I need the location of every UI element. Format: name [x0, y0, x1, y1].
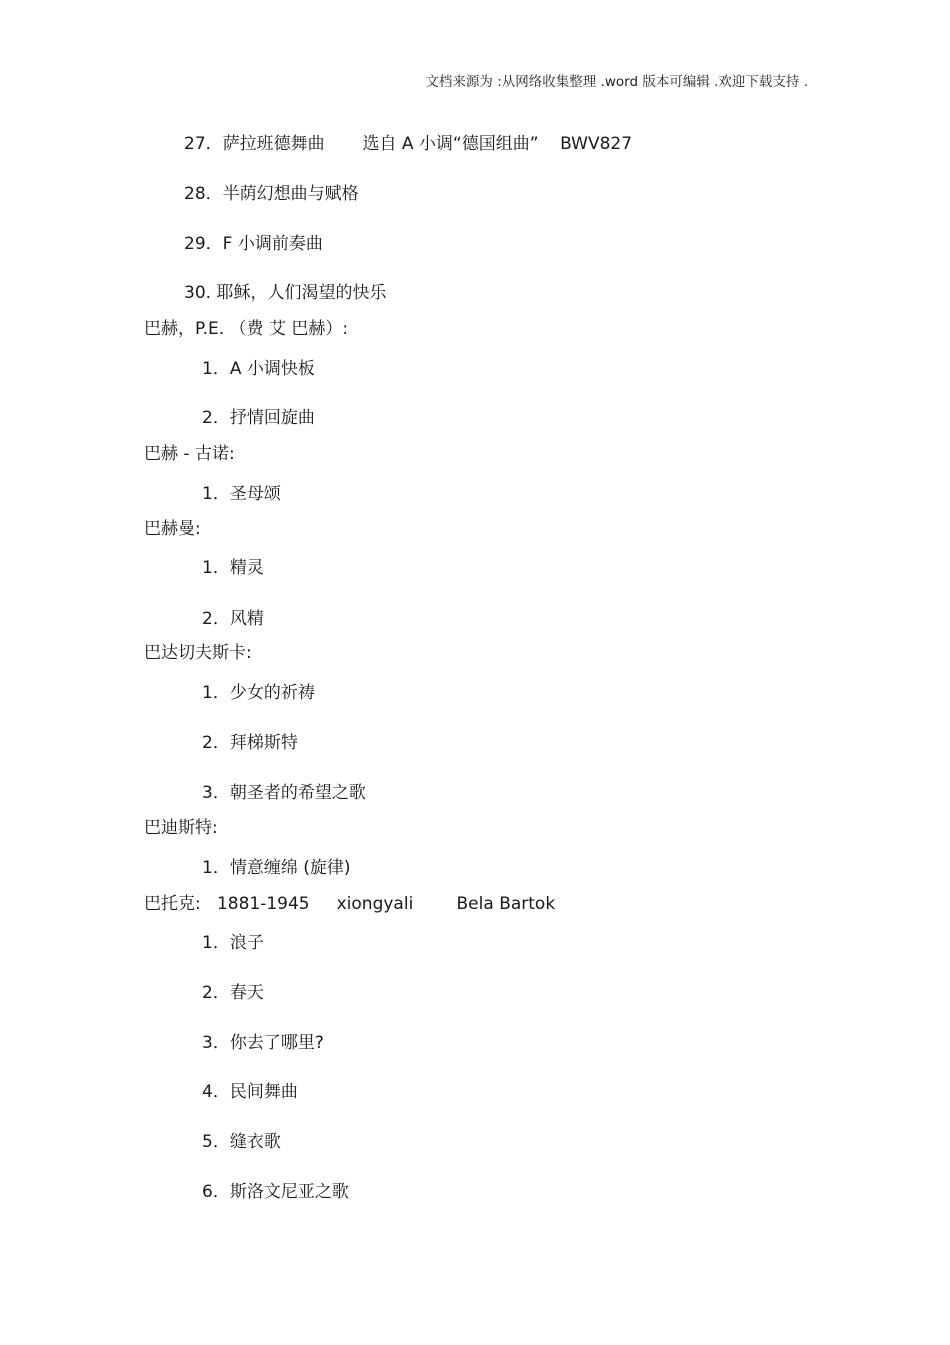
page-header-source-note: 文档来源为 :从网络收集整理 .word 版本可编辑 .欢迎下载支持 .	[425, 74, 808, 90]
composer-heading-bach-gounod: 巴赫 - 古诺:	[144, 444, 235, 464]
work-item: 5．缝衣歌	[202, 1132, 281, 1152]
composer-heading-bachmann: 巴赫曼:	[144, 519, 201, 539]
work-item: 2．风精	[202, 609, 264, 629]
work-item: 6．斯洛文尼亚之歌	[202, 1182, 349, 1202]
composer-heading-bartok: 巴托克: 1881-1945 xiongyali Bela Bartok	[144, 894, 556, 914]
work-item: 3．朝圣者的希望之歌	[202, 783, 366, 803]
work-item: 2．拜梯斯特	[202, 733, 298, 753]
work-item: 4．民间舞曲	[202, 1082, 298, 1102]
composer-heading-bach-pe: 巴赫，P.E. （费 艾 巴赫）:	[144, 319, 349, 339]
composer-heading-badarzewska: 巴达切夫斯卡:	[144, 643, 252, 663]
work-item: 1．精灵	[202, 558, 264, 578]
work-item: 1．少女的祈祷	[202, 683, 315, 703]
work-item: 1．情意缠绵 (旋律)	[202, 858, 351, 878]
work-item: 2．抒情回旋曲	[202, 408, 315, 428]
work-item: 1．A 小调快板	[202, 359, 315, 379]
work-item: 2．春天	[202, 983, 264, 1003]
list-item-29: 29．F 小调前奏曲	[184, 234, 323, 254]
work-item: 1．圣母颂	[202, 484, 281, 504]
composer-heading-badisite: 巴迪斯特:	[144, 818, 218, 838]
work-item: 1．浪子	[202, 933, 264, 953]
list-item-27: 27．萨拉班德舞曲 选自 A 小调“德国组曲” BWV827	[184, 134, 633, 154]
work-item: 3．你去了哪里?	[202, 1033, 324, 1053]
list-item-30: 30. 耶稣，人们渴望的快乐	[184, 283, 387, 303]
list-item-28: 28．半荫幻想曲与赋格	[184, 184, 359, 204]
